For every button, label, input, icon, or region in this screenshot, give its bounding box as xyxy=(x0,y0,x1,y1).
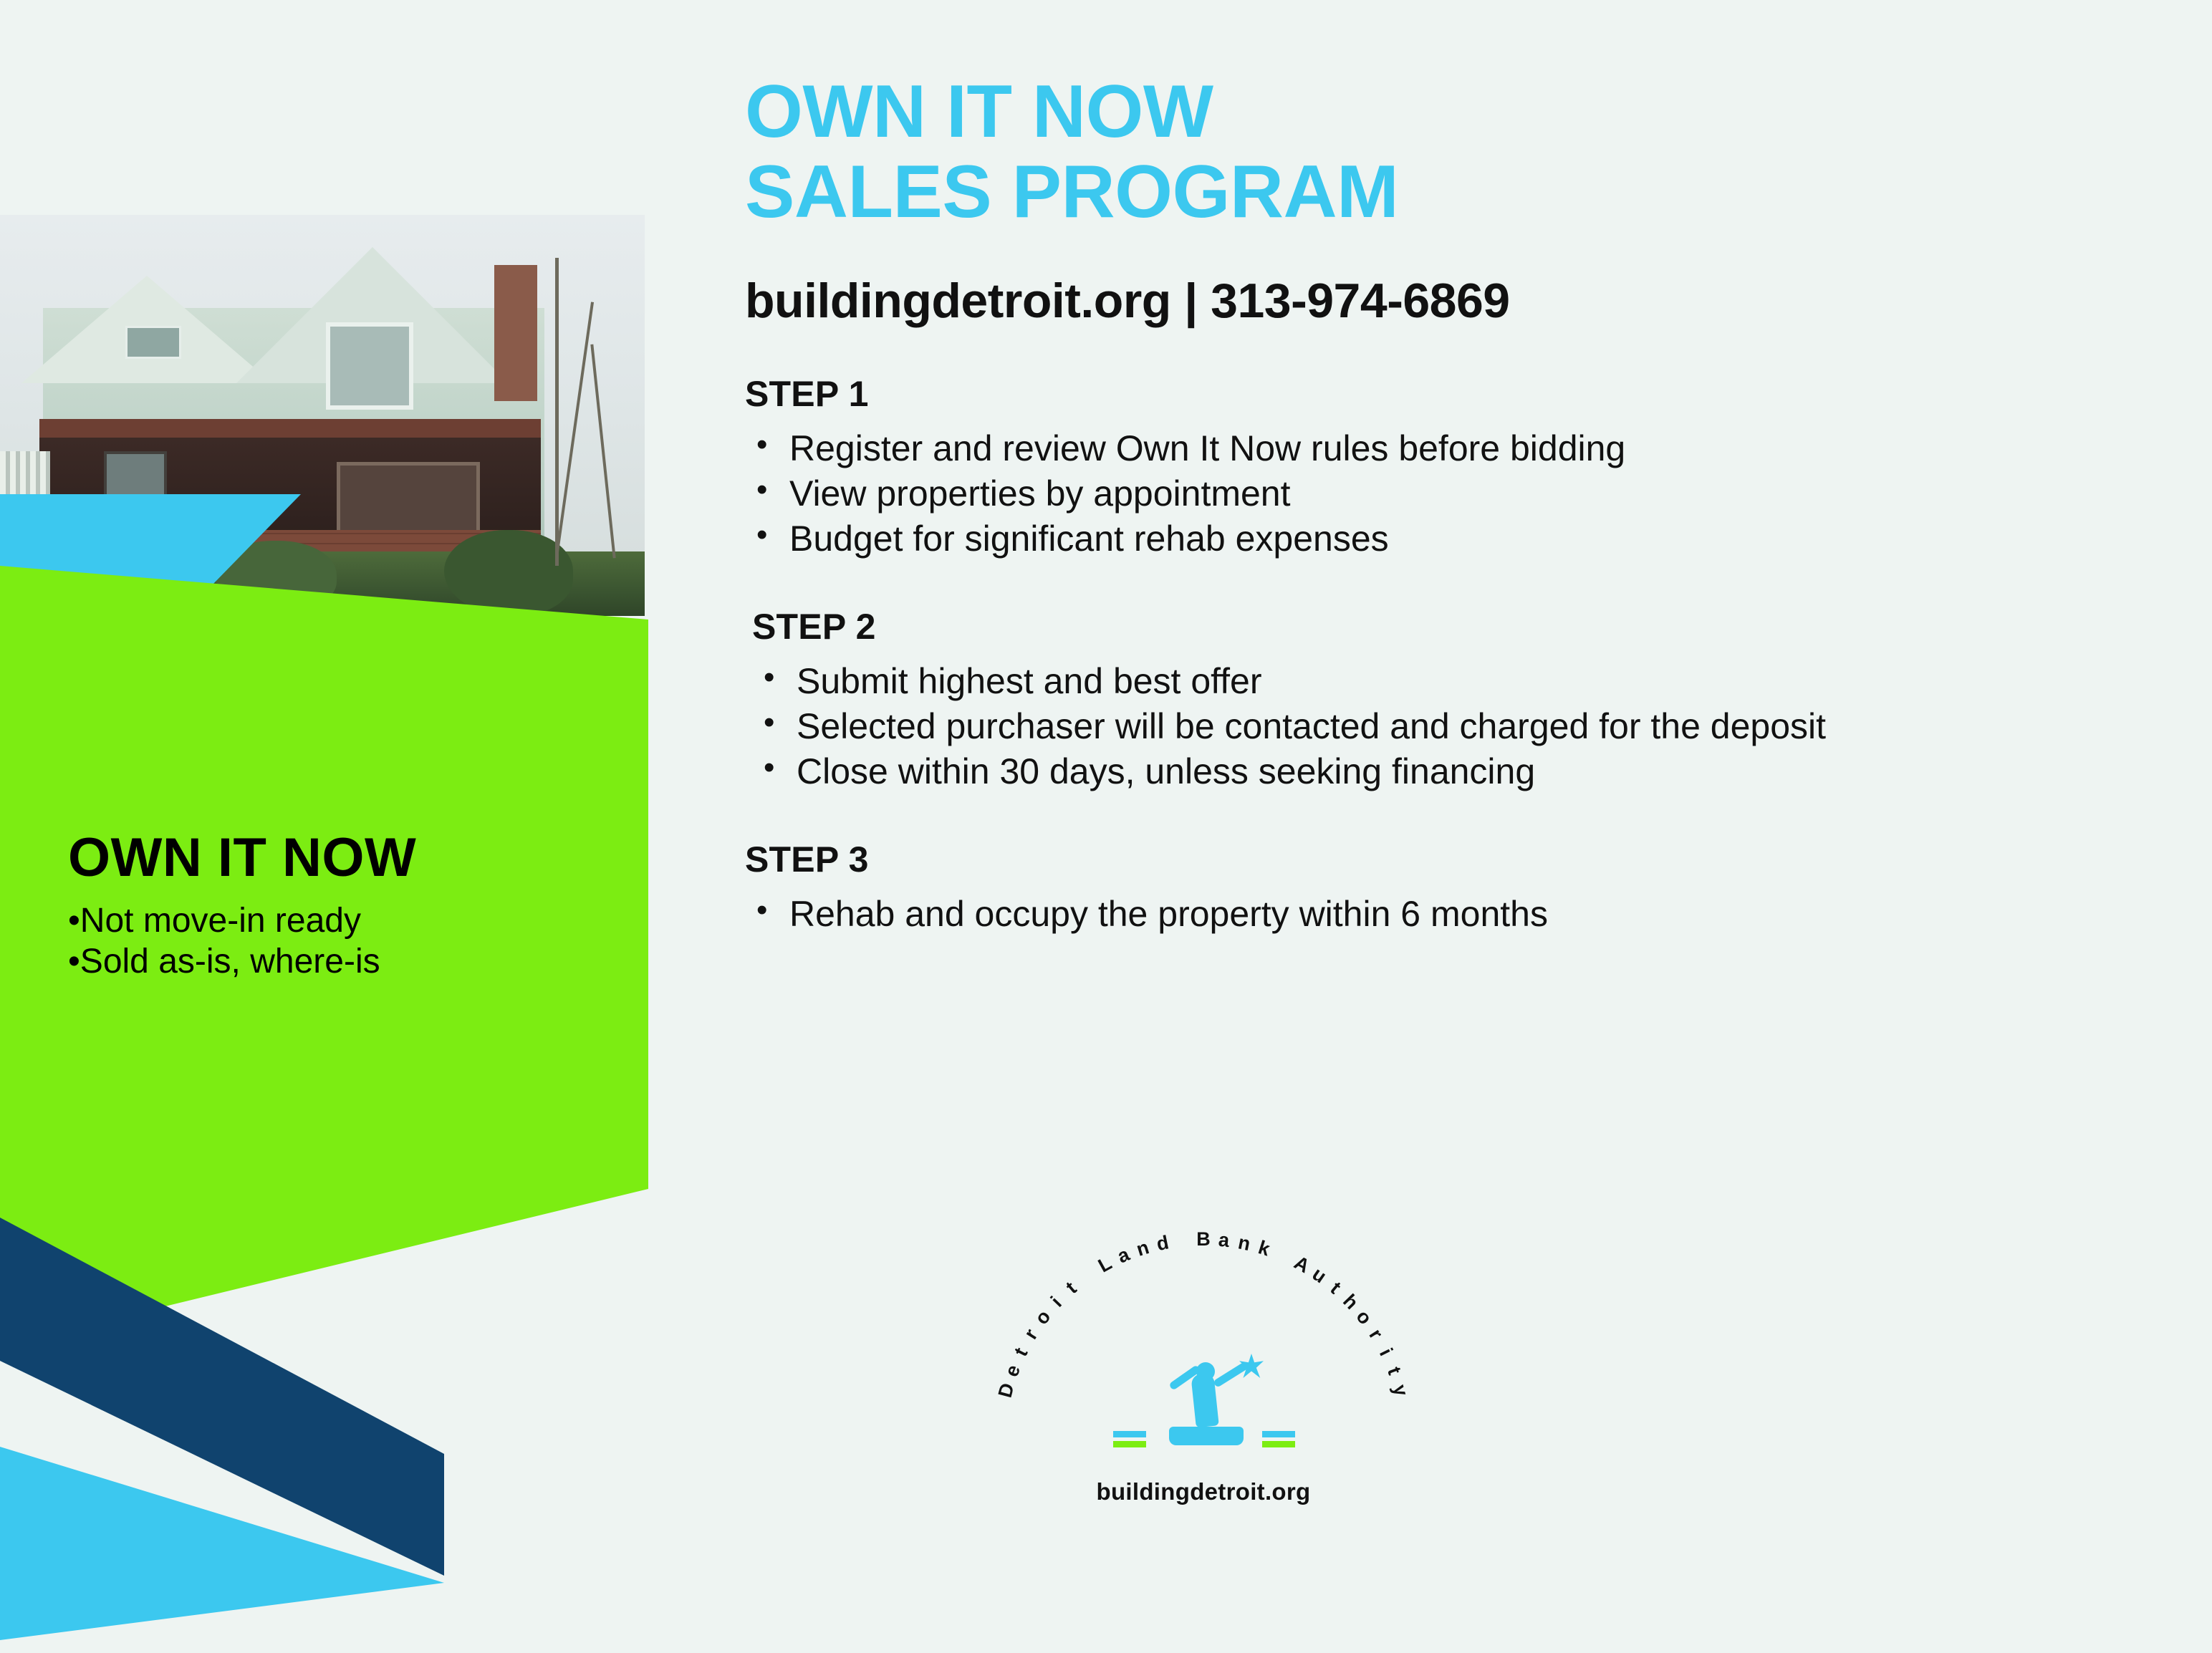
logo-arc-char: n xyxy=(1236,1231,1253,1256)
logo-arc-char xyxy=(1276,1245,1290,1267)
house-window-upper-left xyxy=(125,326,181,359)
logo-arc-char: L xyxy=(1095,1252,1115,1277)
list-item: • Budget for significant rehab expenses xyxy=(745,516,2163,562)
logo-arc-char: h xyxy=(1339,1290,1363,1314)
logo-arc-char: i xyxy=(1375,1344,1398,1359)
logo-arc-char: d xyxy=(1154,1231,1171,1256)
house-porch-roof xyxy=(39,419,541,438)
logo-arc-char: n xyxy=(1133,1236,1152,1261)
logo-arc-char: a xyxy=(1114,1243,1133,1268)
step-3-list xyxy=(745,892,2163,937)
step-3-heading: STEP 3 xyxy=(745,839,869,879)
logo-dash-green-left xyxy=(1113,1441,1146,1447)
logo-url: buildingdetroit.org xyxy=(1096,1478,1311,1505)
step-1-list xyxy=(745,426,2163,562)
highlight-bullet-1: •Not move-in ready xyxy=(68,902,361,940)
logo-arc-char: t xyxy=(1062,1277,1081,1298)
logo-arc-char: e xyxy=(1000,1362,1025,1380)
logo-arc-char: t xyxy=(1382,1364,1406,1378)
step-1-heading: STEP 1 xyxy=(745,373,869,414)
figure-arm-right xyxy=(1213,1362,1249,1388)
list-item: • Rehab and occupy the property within 6 months xyxy=(745,892,2163,937)
logo-arc-char: k xyxy=(1256,1236,1273,1261)
spirit-of-detroit-icon xyxy=(1060,1361,1347,1468)
logo-arc-char: A xyxy=(1290,1251,1314,1278)
logo-arc-char: o xyxy=(1030,1306,1055,1329)
house-window-upper-right xyxy=(326,322,413,410)
logo-arc-char: i xyxy=(1047,1292,1066,1311)
highlight-block xyxy=(0,827,616,982)
logo-dash-cyan-left xyxy=(1113,1431,1146,1437)
list-item: • Close within 30 days, unless seeking financing xyxy=(752,749,2163,794)
step-2-list xyxy=(752,659,2163,794)
logo-arc-char xyxy=(1179,1229,1187,1252)
logo-arc-char: r xyxy=(1365,1325,1388,1344)
main-content xyxy=(745,72,2163,937)
logo-arc-char: t xyxy=(1009,1344,1032,1360)
logo-arc-char: u xyxy=(1308,1263,1331,1288)
logo-dash-green-right xyxy=(1262,1441,1295,1447)
logo-arc-char: r xyxy=(1019,1325,1042,1344)
logo-arc-char xyxy=(1079,1265,1096,1286)
detroit-land-bank-logo xyxy=(994,1228,1413,1505)
list-item: • Submit highest and best offer xyxy=(752,659,2163,704)
left-graphic-panel xyxy=(0,0,688,1653)
list-item: • Selected purchaser will be contacted and charged for the deposit xyxy=(752,704,2163,749)
page-title-line-1: OWN IT NOW xyxy=(745,70,1213,153)
tree-branch xyxy=(555,258,559,566)
page-title-line-2: SALES PROGRAM xyxy=(745,150,1399,234)
logo-arc-char: D xyxy=(994,1380,1019,1400)
logo-arc-char: t xyxy=(1326,1277,1345,1298)
list-item: • View properties by appointment xyxy=(745,471,2163,516)
figure-base xyxy=(1169,1427,1244,1445)
logo-arc-char: o xyxy=(1352,1306,1377,1329)
highlight-title: OWN IT NOW xyxy=(68,827,417,888)
logo-arc-char: B xyxy=(1196,1228,1211,1250)
house-chimney xyxy=(494,265,537,401)
list-item: • Register and review Own It Now rules before bidding xyxy=(745,426,2163,471)
logo-arc-char: y xyxy=(1388,1382,1413,1399)
logo-arc-char: a xyxy=(1217,1228,1231,1252)
highlight-bullet-2: •Sold as-is, where-is xyxy=(68,942,380,980)
step-2-heading: STEP 2 xyxy=(752,606,876,647)
logo-dash-cyan-right xyxy=(1262,1431,1295,1437)
contact-info: buildingdetroit.org | 313-974-6869 xyxy=(745,273,1510,328)
